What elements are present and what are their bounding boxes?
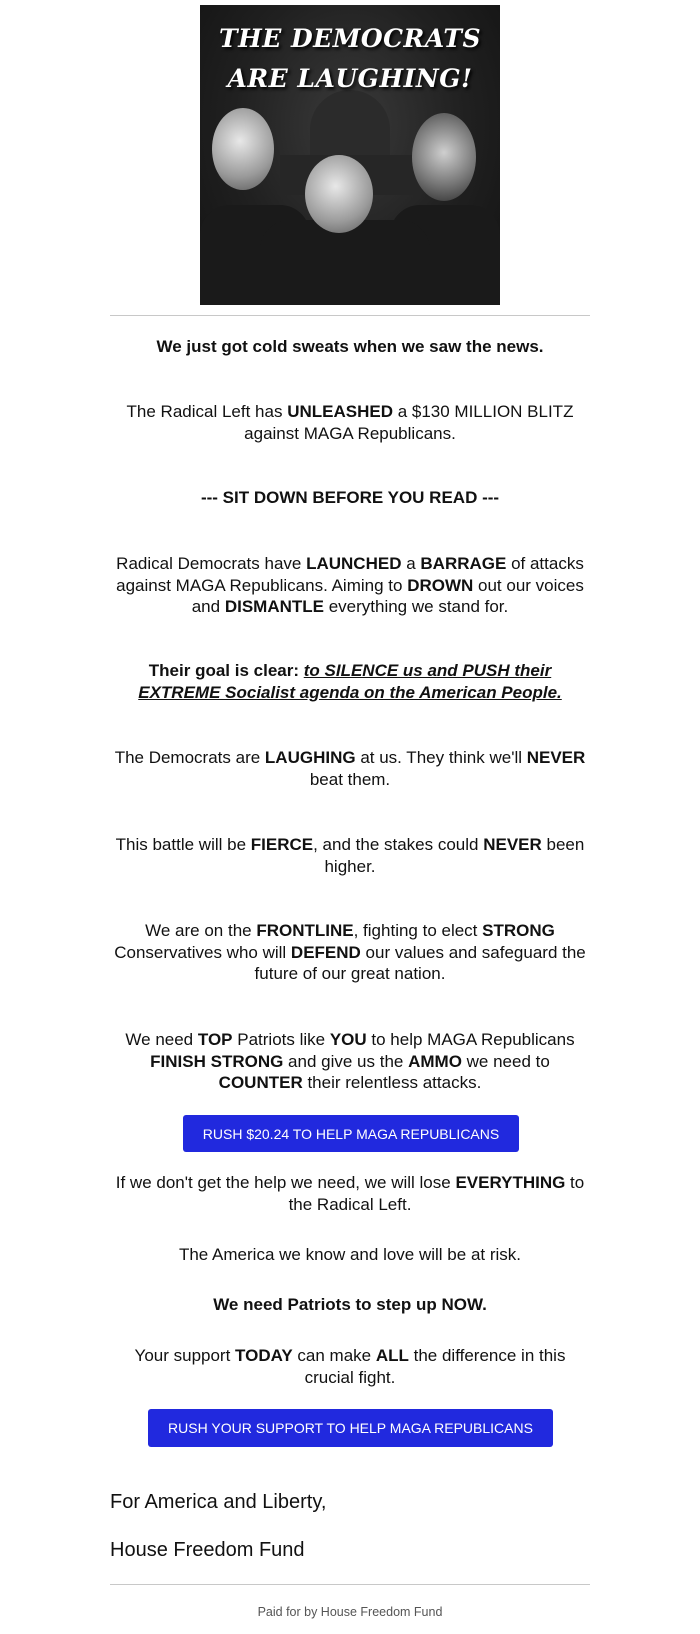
body-text: to the Radical Left.	[288, 1173, 585, 1214]
paid-for-disclaimer: Paid for by House Freedom Fund	[257, 1605, 443, 1619]
body-text: Your support	[134, 1346, 236, 1365]
body-text: We need	[125, 1030, 198, 1049]
emphasis-text: STRONG	[482, 921, 555, 940]
body-text: The America we know and love will be at risk.	[178, 1245, 522, 1264]
body-text: , fighting to elect	[353, 921, 483, 940]
body-text: to help MAGA Republicans	[366, 1030, 575, 1049]
emphasis-text: LAUGHING	[264, 748, 356, 767]
body-text: out our voices and	[191, 575, 584, 616]
body-text: The Radical Left has	[126, 402, 288, 421]
paragraph	[110, 660, 590, 703]
emphasis-text: --- SIT DOWN BEFORE YOU READ ---	[200, 488, 500, 507]
body-text: , and the stakes could	[313, 835, 484, 854]
suit-center	[260, 220, 430, 305]
emphasis-text: AMMO	[408, 1051, 462, 1071]
paragraph	[110, 747, 590, 790]
paragraph	[110, 1345, 590, 1388]
body-text: our values and safeguard the future of our great nation.	[254, 942, 586, 983]
face-right	[412, 113, 476, 201]
paragraph	[110, 401, 590, 444]
face-center	[305, 155, 373, 233]
body-text: If we don't get the help we need, we will lose	[115, 1173, 456, 1192]
paragraph	[110, 1172, 590, 1215]
emphasis-text: LAUNCHED	[306, 554, 402, 573]
signature-closing: For America and Liberty,	[110, 1491, 327, 1513]
paragraph	[110, 487, 590, 509]
paragraph	[110, 553, 590, 618]
emphasis-text: FINISH STRONG	[150, 1051, 284, 1071]
paragraph	[110, 336, 590, 358]
body-text: We are on the	[145, 921, 257, 940]
body-text: everything we stand for.	[323, 597, 509, 616]
emphasis-text: to SILENCE us and PUSH their EXTREME Socialist agenda on the American People.	[138, 661, 562, 702]
body-text: Radical Democrats have	[116, 554, 307, 573]
paragraph	[110, 1029, 590, 1094]
paragraph	[110, 1294, 590, 1316]
body-text: This battle will be	[115, 835, 251, 854]
emphasis-text: ALL	[375, 1346, 409, 1365]
emphasis-text: EVERYTHING	[455, 1173, 566, 1192]
body-text: their relentless attacks.	[302, 1073, 482, 1092]
signature-name: House Freedom Fund	[110, 1539, 305, 1561]
hero-title-line: THE DEMOCRATS	[218, 24, 482, 53]
emphasis-text: FRONTLINE	[256, 921, 354, 940]
footer-divider	[110, 1584, 590, 1585]
emphasis-text: TOP	[197, 1030, 233, 1049]
donate-20-24-button[interactable]: RUSH $20.24 TO HELP MAGA REPUBLICANS	[183, 1115, 519, 1152]
body-text: and give us the	[283, 1051, 409, 1071]
hero-title	[200, 19, 500, 99]
body-text: we need to	[461, 1051, 550, 1071]
body-text: the difference in this crucial fight.	[304, 1346, 566, 1387]
emphasis-text: FIERCE	[250, 835, 314, 854]
emphasis-text: COUNTER	[218, 1073, 303, 1092]
hero-title-line: ARE LAUGHING!	[227, 64, 473, 93]
body-text: of attacks against MAGA Republicans. Aiming to	[116, 554, 584, 595]
emphasis-text: BARRAGE	[420, 554, 507, 573]
body-text: been higher.	[324, 835, 585, 876]
donate-support-button[interactable]: RUSH YOUR SUPPORT TO HELP MAGA REPUBLICANS	[148, 1409, 553, 1447]
paragraph	[110, 1244, 590, 1266]
body-text: The Democrats are	[114, 748, 265, 767]
emphasis-text: DROWN	[407, 575, 474, 595]
emphasis-text: NEVER	[526, 748, 586, 767]
emphasis-text: DISMANTLE	[224, 597, 324, 616]
hero-image	[200, 5, 500, 305]
emphasis-text: DEFEND	[290, 942, 361, 962]
emphasis-text: YOU	[329, 1030, 367, 1049]
body-text: Patriots like	[232, 1030, 330, 1049]
emphasis-text: We just got cold sweats when we saw the news.	[156, 337, 544, 356]
emphasis-text: UNLEASHED	[287, 402, 393, 421]
emphasis-text: TODAY	[235, 1346, 293, 1365]
capitol-dome	[310, 90, 390, 160]
body-text: can make	[292, 1346, 376, 1365]
body-text: beat them.	[309, 769, 391, 789]
body-text: Conservatives who will	[114, 942, 291, 962]
emphasis-text: Their goal is clear:	[148, 661, 304, 680]
body-text: a	[401, 554, 421, 573]
body-text: at us. They think we'll	[355, 748, 527, 767]
divider	[110, 315, 590, 316]
paragraph	[110, 834, 590, 877]
face-left	[212, 108, 274, 190]
emphasis-text: We need Patriots to step up NOW.	[213, 1295, 487, 1314]
body-text: a $130 MILLION BLITZ against MAGA Republicans.	[244, 402, 574, 443]
paragraph	[110, 920, 590, 985]
emphasis-text: NEVER	[483, 835, 542, 854]
